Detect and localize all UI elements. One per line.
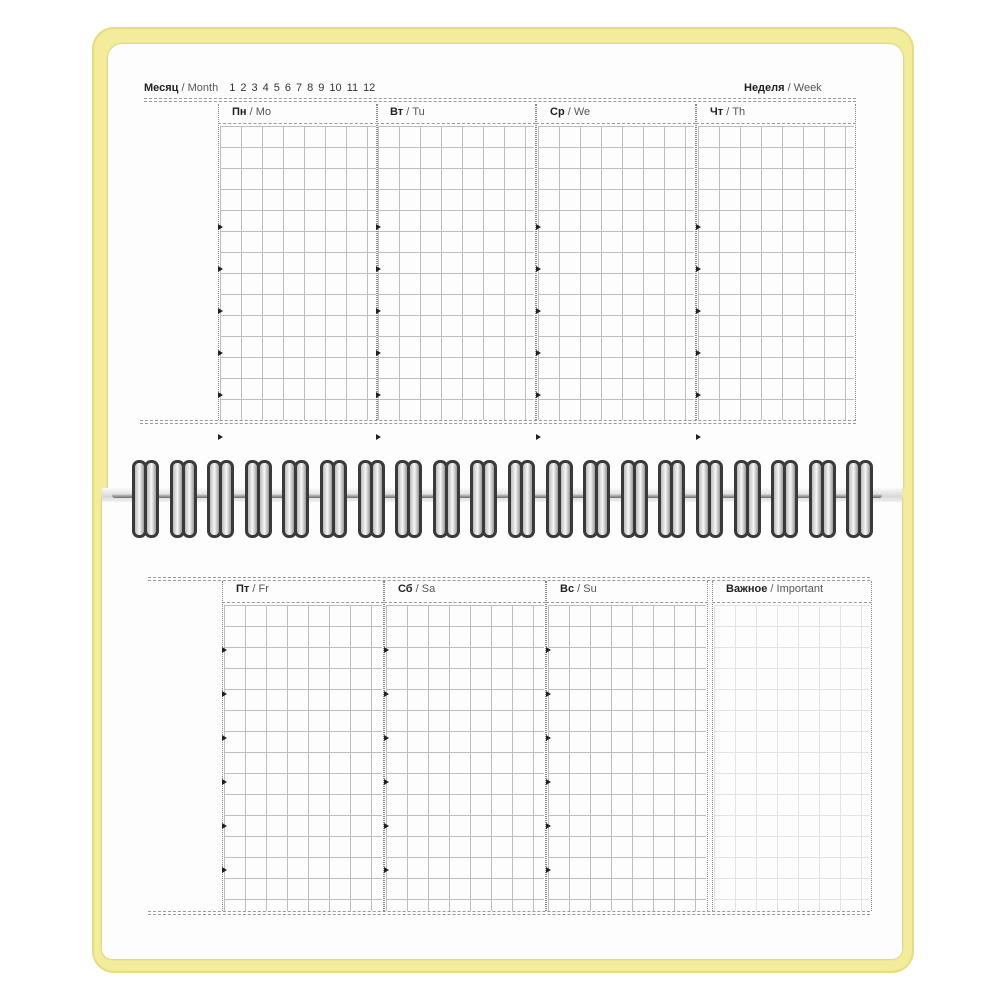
time-marker-icon	[536, 350, 541, 356]
week-header: Неделя / Week	[744, 82, 822, 94]
time-marker-icon	[222, 779, 227, 785]
time-marker-icon	[376, 350, 381, 356]
time-marker-icon	[536, 434, 541, 440]
time-marker-icon	[546, 647, 551, 653]
spiral-ring	[207, 460, 233, 538]
time-marker-icon	[384, 647, 389, 653]
month-number-2[interactable]: 2	[240, 82, 247, 94]
spiral-ring	[621, 460, 647, 538]
time-marker-icon	[218, 350, 223, 356]
time-marker-icon	[546, 823, 551, 829]
time-marker-icon	[536, 308, 541, 314]
spiral-ring	[734, 460, 760, 538]
time-marker-icon	[384, 823, 389, 829]
time-marker-icon	[536, 224, 541, 230]
month-number-3[interactable]: 3	[251, 82, 258, 94]
spiral-ring	[470, 460, 496, 538]
time-marker-icon	[546, 691, 551, 697]
time-marker-icon	[696, 224, 701, 230]
week-label-ru: Неделя	[744, 82, 785, 94]
spiral-ring	[395, 460, 421, 538]
spiral-ring	[846, 460, 872, 538]
time-marker-icon	[222, 867, 227, 873]
day-name-ru: Вт	[390, 106, 404, 118]
day-title: Вт / Tu	[390, 106, 425, 118]
spiral-ring	[658, 460, 684, 538]
day-grid[interactable]	[224, 605, 382, 911]
time-marker-icon	[222, 647, 227, 653]
time-marker-icon	[376, 308, 381, 314]
day-column-1[interactable]	[376, 104, 536, 420]
time-marker-icon	[384, 691, 389, 697]
header-divider	[144, 98, 856, 102]
day-grid[interactable]	[220, 126, 376, 420]
day-name-ru: Чт	[710, 106, 724, 118]
day-name-ru: Вс	[560, 583, 575, 595]
month-number-7[interactable]: 7	[296, 82, 303, 94]
month-number-4[interactable]: 4	[262, 82, 269, 94]
month-number-8[interactable]: 8	[307, 82, 314, 94]
month-number-9[interactable]: 9	[318, 82, 325, 94]
day-grid[interactable]	[548, 605, 706, 911]
day-name-en: Th	[732, 106, 746, 118]
time-marker-icon	[376, 266, 381, 272]
time-marker-icon	[376, 434, 381, 440]
spiral-ring	[809, 460, 835, 538]
day-title: Пт / Fr	[236, 583, 269, 595]
time-marker-icon	[376, 224, 381, 230]
time-marker-icon	[218, 308, 223, 314]
time-marker-icon	[536, 392, 541, 398]
day-name-ru: Пн	[232, 106, 247, 118]
time-marker-icon	[546, 779, 551, 785]
time-marker-icon	[546, 867, 551, 873]
time-marker-icon	[376, 392, 381, 398]
time-marker-icon	[222, 823, 227, 829]
day-column-3[interactable]	[696, 104, 856, 420]
day-name-en: Sa	[421, 583, 436, 595]
spiral-ring	[546, 460, 572, 538]
important-column[interactable]	[712, 581, 872, 911]
time-marker-icon	[696, 308, 701, 314]
spiral-ring	[583, 460, 609, 538]
time-marker-icon	[696, 434, 701, 440]
time-marker-icon	[222, 735, 227, 741]
day-column-0[interactable]	[218, 104, 378, 420]
month-label-en: Month	[187, 82, 219, 94]
time-marker-icon	[384, 867, 389, 873]
time-marker-icon	[696, 350, 701, 356]
time-marker-icon	[218, 224, 223, 230]
spiral-ring	[358, 460, 384, 538]
spiral-ring	[771, 460, 797, 538]
day-name-en: Tu	[412, 106, 425, 118]
top-page	[108, 44, 903, 489]
spiral-ring	[245, 460, 271, 538]
time-marker-icon	[384, 735, 389, 741]
day-grid[interactable]	[698, 126, 854, 420]
day-title: Вс / Su	[560, 583, 597, 595]
month-header: Месяц / Month 1 2 3 4 5 6 7 8 9 10 11 12	[144, 82, 380, 94]
spiral-ring	[508, 460, 534, 538]
day-grid[interactable]	[378, 126, 534, 420]
bottom-divider	[148, 911, 870, 915]
time-marker-icon	[696, 266, 701, 272]
time-marker-icon	[546, 735, 551, 741]
month-label-ru: Месяц	[144, 82, 179, 94]
spiral-ring	[433, 460, 459, 538]
day-title: Чт / Th	[710, 106, 746, 118]
time-marker-icon	[218, 266, 223, 272]
important-notes-area[interactable]	[714, 605, 870, 911]
month-number-11[interactable]: 11	[346, 82, 359, 94]
day-grid[interactable]	[386, 605, 544, 911]
spiral-ring	[320, 460, 346, 538]
spiral-ring	[170, 460, 196, 538]
day-column-2[interactable]	[536, 104, 696, 420]
week-label-en: Week	[793, 82, 822, 94]
time-marker-icon	[384, 779, 389, 785]
time-marker-icon	[696, 392, 701, 398]
month-selector[interactable]	[229, 82, 380, 94]
day-column-0[interactable]	[222, 581, 384, 911]
day-name-ru: Сб	[398, 583, 413, 595]
spiral-ring	[696, 460, 722, 538]
spiral-ring	[132, 460, 158, 538]
day-grid[interactable]	[538, 126, 694, 420]
time-marker-icon	[536, 266, 541, 272]
day-name-ru: Пт	[236, 583, 250, 595]
top-bottom-divider	[140, 420, 856, 424]
day-column-1[interactable]	[384, 581, 546, 911]
month-number-5[interactable]: 5	[273, 82, 280, 94]
time-marker-icon	[218, 392, 223, 398]
time-marker-icon	[218, 434, 223, 440]
bottom-page	[102, 497, 902, 959]
month-number-6[interactable]: 6	[284, 82, 292, 94]
day-name-en: Mo	[255, 106, 272, 118]
day-name-en: We	[573, 106, 591, 118]
day-title: Сб / Sa	[398, 583, 436, 595]
month-number-12[interactable]: 12	[363, 82, 376, 94]
day-title: Ср / We	[550, 106, 591, 118]
month-number-1[interactable]: 1	[229, 82, 236, 94]
day-column-2[interactable]	[546, 581, 708, 911]
time-marker-icon	[222, 691, 227, 697]
day-name-en: Fr	[258, 583, 269, 595]
day-title: Пн / Mo	[232, 106, 272, 118]
day-name-ru: Ср	[550, 106, 565, 118]
month-number-10[interactable]: 10	[329, 82, 342, 94]
important-title: Важное / Important	[726, 583, 823, 595]
spiral-ring	[282, 460, 308, 538]
day-name-en: Su	[583, 583, 597, 595]
